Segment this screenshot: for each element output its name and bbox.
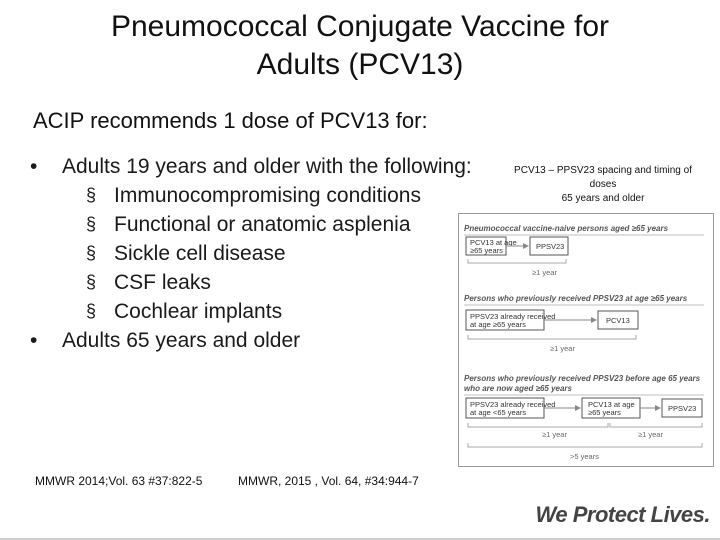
slide-title xyxy=(60,8,660,84)
sub-bullet-marker: § xyxy=(86,272,97,292)
sub-bullet-marker: § xyxy=(86,214,97,234)
panel3-box1-line2: at age <65 years xyxy=(470,408,527,417)
panel3-heading-line2: who are now aged ≥65 years xyxy=(464,384,572,393)
sub-bullet-item xyxy=(86,239,472,268)
bullet-marker: • xyxy=(30,155,38,178)
bullet-item xyxy=(30,152,472,326)
sub-bullet-text: CSF leaks xyxy=(114,271,211,294)
sub-bullet-item xyxy=(86,181,472,210)
sub-bullet-item xyxy=(86,210,472,239)
slide-subtitle: ACIP recommends 1 dose of PCV13 for: xyxy=(33,108,428,133)
panel2-heading: Persons who previously received PPSV23 at age ≥65 years xyxy=(464,294,688,303)
reference-2: MMWR, 2015 , Vol. 64, #34:944-7 xyxy=(238,474,419,488)
sub-bullet-marker: § xyxy=(86,185,97,205)
panel2-interval: ≥1 year xyxy=(550,344,575,353)
figure-caption-line-1: PCV13 – PPSV23 spacing and timing of xyxy=(514,165,692,176)
sub-bullet-item xyxy=(86,297,472,326)
sub-bullet-marker: § xyxy=(86,301,97,321)
panel1-box1-line1: PCV13 at age xyxy=(470,238,517,247)
footer-tagline: We Protect Lives. xyxy=(535,502,710,527)
sub-bullet-marker: § xyxy=(86,243,97,263)
figure-caption-line-3: 65 years and older xyxy=(561,193,645,204)
panel3-box2-line1: PCV13 at age xyxy=(588,400,635,409)
sub-bullet-text: Functional or anatomic asplenia xyxy=(114,213,411,236)
sub-bullet-list xyxy=(62,181,472,326)
reference-1: MMWR 2014;Vol. 63 #37:822-5 xyxy=(35,474,203,488)
panel3-box2-line2: ≥65 years xyxy=(588,408,621,417)
figure-caption xyxy=(496,164,710,206)
panel1-interval: ≥1 year xyxy=(532,268,557,277)
vaccine-timing-figure xyxy=(458,213,714,467)
panel1-box1-line2: ≥65 years xyxy=(470,246,503,255)
panel3-interval-3: >5 years xyxy=(570,452,599,461)
sub-bullet-text: Sickle cell disease xyxy=(114,242,286,265)
panel3-interval-2: ≥1 year xyxy=(638,430,663,439)
bullet-text: Adults 19 years and older with the following: xyxy=(62,155,472,178)
bullet-list xyxy=(30,152,472,355)
sub-bullet-item xyxy=(86,268,472,297)
panel2-box2: PCV13 xyxy=(606,316,630,325)
panel2-box1-line2: at age ≥65 years xyxy=(470,320,526,329)
panel2-box1-line1: PPSV23 already received xyxy=(470,312,556,321)
panel3-box3: PPSV23 xyxy=(668,404,697,413)
figure-caption-line-2: doses xyxy=(589,179,617,190)
panel1-heading: Pneumococcal vaccine-naive persons aged ≥65 years xyxy=(464,224,669,233)
panel3-interval-1: ≥1 year xyxy=(542,430,567,439)
sub-bullet-text: Immunocompromising conditions xyxy=(114,184,421,207)
panel3-heading-line1: Persons who previously received PPSV23 before age 65 years xyxy=(464,374,701,383)
title-line-1: Pneumococcal Conjugate Vaccine for xyxy=(110,10,610,43)
bullet-text: Adults 65 years and older xyxy=(62,329,301,352)
title-line-2: Adults (PCV13) xyxy=(256,48,464,81)
bullet-marker: • xyxy=(30,329,38,352)
sub-bullet-text: Cochlear implants xyxy=(114,300,283,323)
bullet-item xyxy=(30,326,472,355)
panel3-box1-line1: PPSV23 already received xyxy=(470,400,556,409)
panel1-box2: PPSV23 xyxy=(536,242,565,251)
